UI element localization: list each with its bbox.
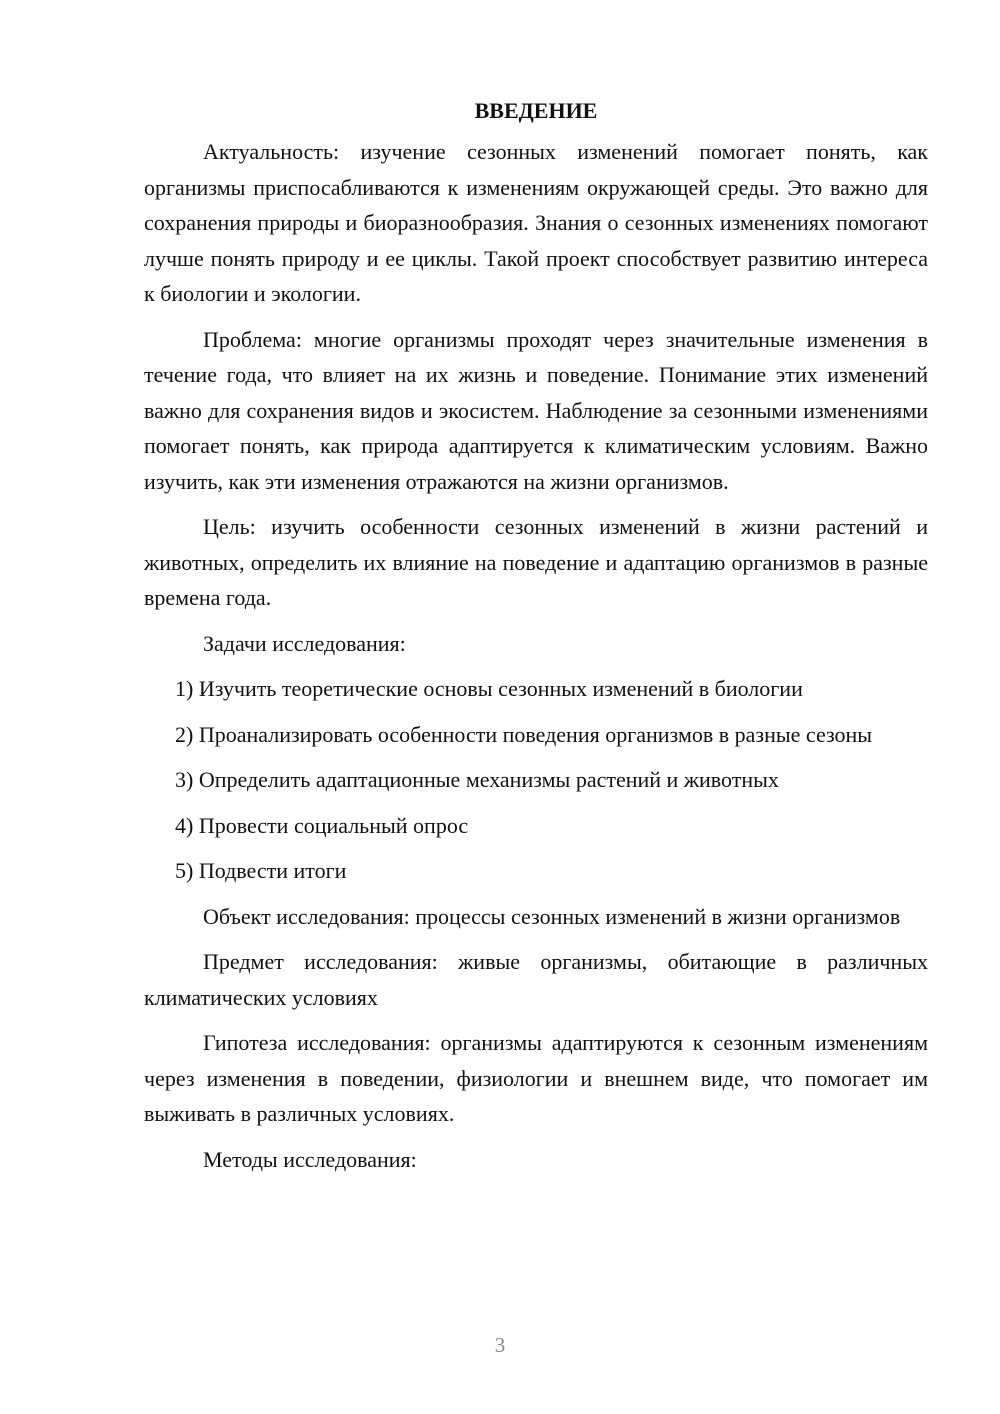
page-title: ВВЕДЕНИЕ bbox=[474, 98, 598, 123]
goal-paragraph: Цель: изучить особенности сезонных изменений в жизни растений и животных, определить их влияние на поведение и адаптацию организмов в разные времена года. bbox=[144, 514, 928, 610]
task-item-4: 4) Провести социальный опрос bbox=[175, 812, 469, 838]
task-item-1: 1) Изучить теоретические основы сезонных изменений в биологии bbox=[175, 676, 803, 701]
task-item-3: 3) Определить адаптационные механизмы растений и животных bbox=[175, 767, 779, 792]
relevance-paragraph: Актуальность: изучение сезонных изменений помогает понять, как организмы приспосабливаются к изменениям окружающей среды. Это важно для сохранения природы и биоразнообразия. Знания о сезонных изменениях помогают лучше понять природу и ее циклы. Такой проект способствует развитию интереса к биологии и экологии. bbox=[144, 139, 928, 306]
problem-paragraph: Проблема: многие организмы проходят через значительные изменения в течение года, что влияет на их жизнь и поведение. Понимание этих изменений важно для сохранения видов и экосистем. Наблюдение за сезонными изменениями помогает понять, как природа адаптируется к климатическим условиям. Важно изучить, как эти изменения отражаются на жизни организмов. bbox=[144, 326, 928, 494]
object-paragraph: Объект исследования: процессы сезонных изменений в жизни организмов bbox=[203, 903, 901, 929]
tasks-heading: Задачи исследования: bbox=[203, 630, 406, 656]
methods-heading: Методы исследования: bbox=[203, 1146, 417, 1172]
task-item-2: 2) Проанализировать особенности поведения организмов в разные сезоны bbox=[175, 721, 873, 747]
task-item-5: 5) Подвести итоги bbox=[175, 858, 347, 883]
document-page bbox=[144, 94, 928, 1177]
page-number: 3 bbox=[494, 1333, 506, 1357]
hypothesis-paragraph: Гипотеза исследования: организмы адаптируются к сезонным изменениям через изменения в поведении, физиологии и внешнем виде, что помогает им выживать в различных условиях. bbox=[144, 1030, 928, 1126]
subject-paragraph: Предмет исследования: живые организмы, обитающие в различных климатических условиях bbox=[144, 949, 928, 1010]
